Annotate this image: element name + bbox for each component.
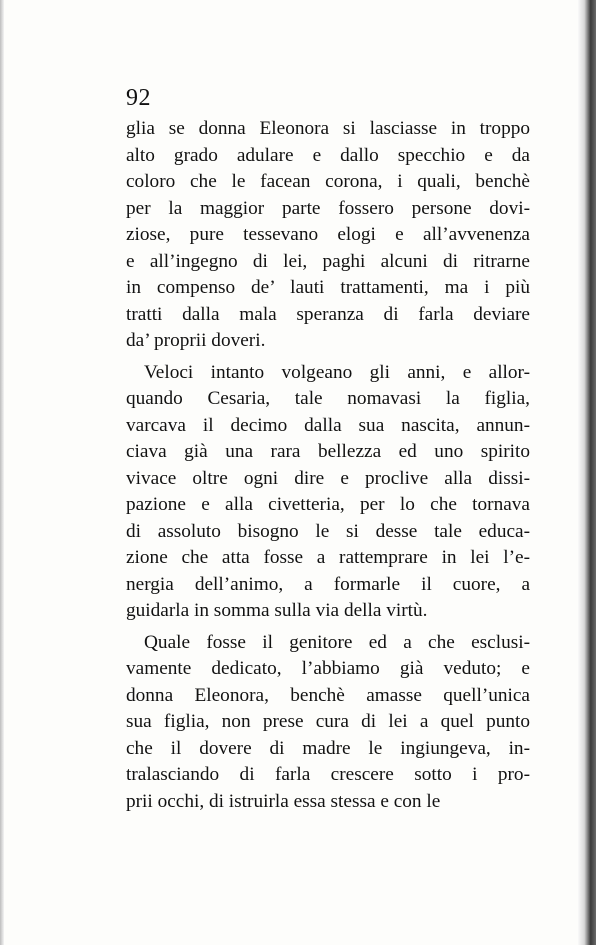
text-line: vamente dedicato, l’abbiamo già veduto; e <box>126 658 530 679</box>
text-line: varcava il decimo dalla sua nascita, annun- <box>126 414 530 436</box>
text-line: in compenso de’ lauti trattamenti, ma i più <box>126 277 530 298</box>
page-left-edge <box>0 0 4 945</box>
text-line: ciava già una rara bellezza ed uno spirito <box>126 441 530 462</box>
text-line: da’ proprii doveri. <box>126 330 266 351</box>
body-text <box>126 116 530 815</box>
text-line: di assoluto bisogno le si desse tale educa- <box>126 520 530 542</box>
paragraph <box>126 116 530 355</box>
text-line: glia se donna Eleonora si lasciasse in troppo <box>126 118 530 139</box>
text-line: prii occhi, di istruirla essa stessa e con le <box>126 790 441 812</box>
page-number: 92 <box>126 85 151 111</box>
text-line: vivace oltre ogni dire e proclive alla dissi- <box>126 467 530 489</box>
text-line: per la maggior parte fossero persone dovi- <box>126 197 530 219</box>
text-line: ziose, pure tessevano elogi e all’avvenenza <box>126 224 530 245</box>
text-line: quando Cesaria, tale nomavasi la figlia, <box>126 388 530 409</box>
text-line: alto grado adulare e dallo specchio e da <box>126 144 530 166</box>
text-line: pazione e alla civetteria, per lo che tornava <box>126 494 530 515</box>
paragraph <box>126 360 530 625</box>
text-line: e all’ingegno di lei, paghi alcuni di ritrarne <box>126 250 530 272</box>
text-line: coloro che le facean corona, i quali, benchè <box>126 171 530 192</box>
text-line: zione che atta fosse a rattemprare in lei l’e- <box>126 547 530 568</box>
page-binding-edge <box>578 0 596 945</box>
text-line: tratti dalla mala speranza di farla deviare <box>126 303 530 325</box>
text-line: Veloci intanto volgeano gli anni, e allor- <box>144 361 530 383</box>
text-line: nergia dell’animo, a formarle il cuore, a <box>126 573 530 595</box>
text-line: Quale fosse il genitore ed a che esclusi- <box>144 631 530 653</box>
paragraph <box>126 630 530 816</box>
text-line: sua figlia, non prese cura di lei a quel punto <box>126 711 530 732</box>
text-line: tralasciando di farla crescere sotto i pro- <box>126 764 530 785</box>
text-line: che il dovere di madre le ingiungeva, in- <box>126 737 530 759</box>
text-line: guidarla in somma sulla via della virtù. <box>126 600 428 621</box>
text-line: donna Eleonora, benchè amasse quell’unica <box>126 684 530 706</box>
